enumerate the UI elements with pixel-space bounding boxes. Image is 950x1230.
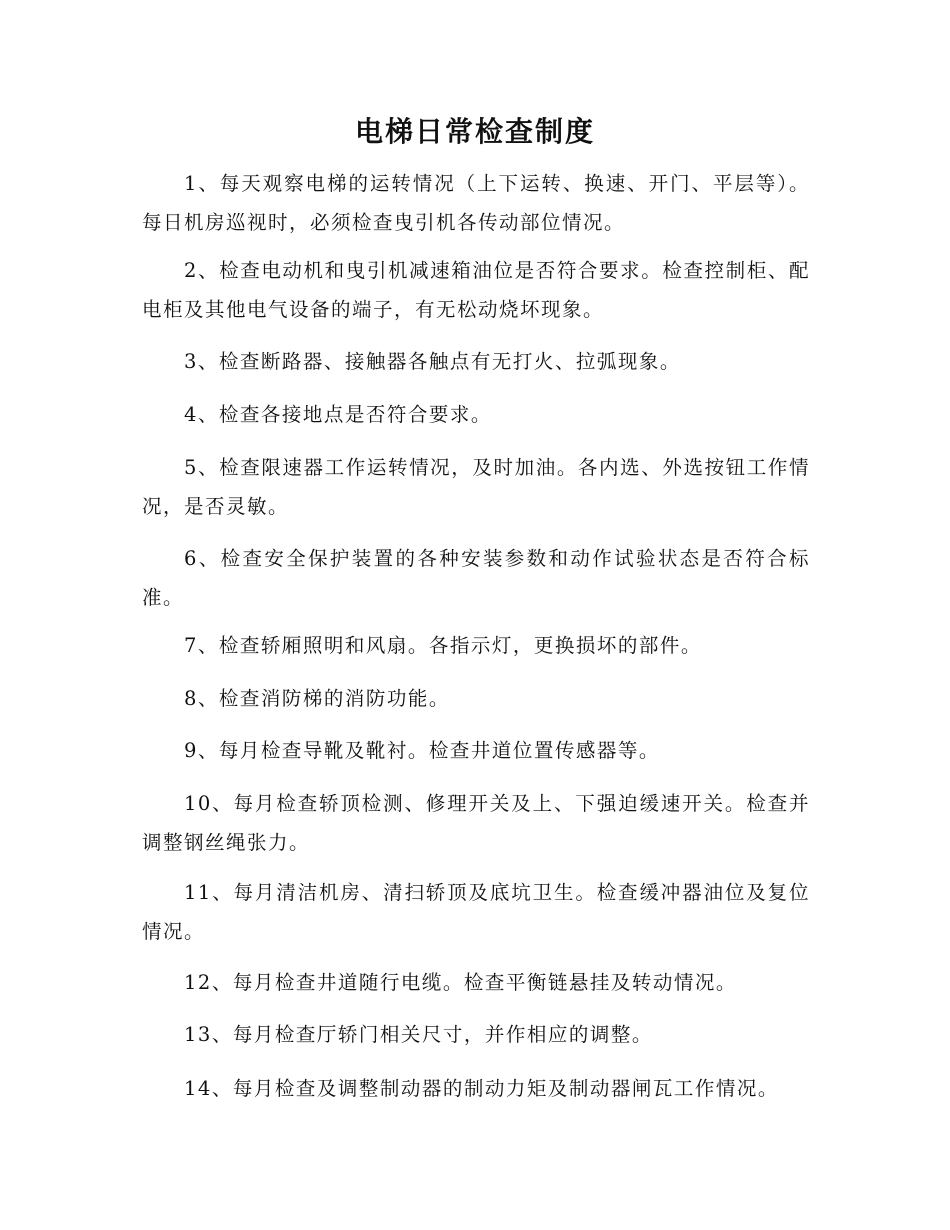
paragraph-item-8: 8、检查消防梯的消防功能。: [184, 687, 450, 710]
paragraph-item-5: 5、检查限速器工作运转情况，及时加油。各内选、外选按钮工作情况，是否灵敏。: [142, 456, 810, 518]
paragraph-item-4: 4、检查各接地点是否符合要求。: [184, 403, 492, 426]
paragraph-item-1: 1、每天观察电梯的运转情况（上下运转、换速、开门、平层等）。每日机房巡视时，必须检查曳引机各传动部位情况。: [142, 172, 810, 234]
paragraph-item-9: 9、每月检查导靴及靴衬。检查井道位置传感器等。: [184, 739, 660, 762]
paragraph-item-13: 13、每月检查厅轿门相关尺寸，并作相应的调整。: [184, 1023, 653, 1046]
paragraph-item-6: 6、检查安全保护装置的各种安装参数和动作试验状态是否符合标准。: [142, 547, 810, 609]
paragraph-item-2: 2、检查电动机和曳引机减速箱油位是否符合要求。检查控制柜、配电柜及其他电气设备的端子，有无松动烧坏现象。: [142, 259, 810, 321]
paragraph-item-12: 12、每月检查井道随行电缆。检查平衡链悬挂及转动情况。: [184, 971, 737, 994]
paragraph-item-11: 11、每月清洁机房、清扫轿顶及底坑卫生。检查缓冲器油位及复位情况。: [142, 881, 810, 943]
document-title: 电梯日常检查制度: [354, 115, 595, 148]
paragraph-item-3: 3、检查断路器、接触器各触点有无打火、拉弧现象。: [184, 350, 681, 373]
paragraph-item-10: 10、每月检查轿顶检测、修理开关及上、下强迫缓速开关。检查并调整钢丝绳张力。: [142, 792, 810, 854]
paragraph-item-7: 7、检查轿厢照明和风扇。各指示灯，更换损坏的部件。: [184, 634, 702, 657]
paragraph-item-14: 14、每月检查及调整制动器的制动力矩及制动器闸瓦工作情况。: [184, 1077, 779, 1100]
